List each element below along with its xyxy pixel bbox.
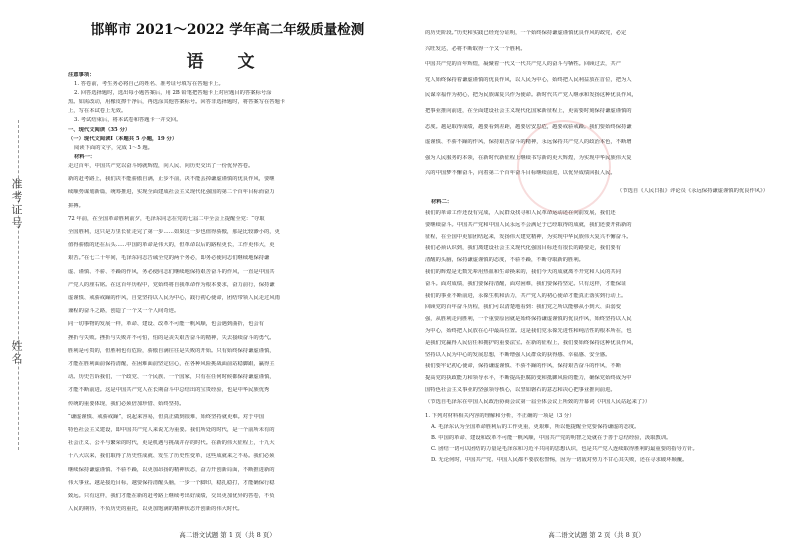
material-2-line: 坚持以人民为中心的发展思想，不断增强人民群众的获得感、幸福感、安全感。 (425, 351, 611, 358)
note-line: 1. 答卷前，考生务必将自己的姓名、准考证号填写在答题卡上。 (74, 81, 224, 87)
question-1-stem: 1. 下列对材料相关内容的理解和分析，不正确的一项是（3 分） (425, 413, 575, 419)
page-2-footer: 高二语文试题 第 2 页（共 8 页） (548, 531, 645, 539)
material-1-line: 72 年前，在全国革命胜利前夕，毛泽东同志在党的七届二中全会上提醒全党：“夺取 (68, 215, 265, 222)
material-1-line: 十八大以来，我们取得了历史性成就、发生了历史性变革，这些成就来之不易。我们必须 (68, 453, 275, 460)
material-1-line: 走过百年，中国共产党以奋斗铸就辉煌，向人民、向历史交出了一份优异答卷。 (68, 163, 254, 169)
question-1-option-c: C. 团结一切可以团结的力量是毛泽东和习近平共同的思想认识，也是共产党人连续取得胜利的最重要的指导方针。 (431, 446, 698, 452)
material-1-line: 虚谨慎、戒骄戒躁的作风，自觉坚持以人民为中心，践行初心使命，团结带领人民走过风雨 (68, 295, 280, 301)
page-1-content (68, 0, 387, 551)
material-1-line: 致远。只有这样，我们才能在新的赶考路上继续考出好成绩，交出更加优异的答卷，不负 (68, 493, 275, 499)
material-1-continued-line: 党人始终保持着谦虚谨慎的优良作风，以人民为中心，始终把人民利益放在首位，把为人 (425, 76, 632, 83)
material-1-line: 挫折与失败。挫折与失败并不可怕，怕的是丧失艰苦奋斗的精神，失去接续奋斗的勇气。 (68, 334, 275, 341)
material-1-continued-line: 态度。越是取得成绩，越要看到差距，越要居安思危，越要戒骄戒躁。我们要始终保持谦 (425, 123, 632, 130)
material-2-line: 奋斗。面对成绩，我们要保持清醒，面对困难，我们要保持坚定。只有这样，才能保证 (425, 280, 627, 287)
subsection-heading: （一）现代文阅读Ⅰ（本题共 5 小题，19 分） (68, 136, 178, 142)
reading-instruction: 阅读下面的文字，完成 1～5 题。 (74, 145, 153, 151)
material-2-line: 是我们党赢得人民信任和拥护的重要法宝。在新的征程上，我们要始终保持这种优良作风， (425, 339, 637, 346)
material-1-line: 伟大事业。越是接近目标，越要保持清醒头脑，一步一个脚印，稳扎稳打，才能确保行稳 (68, 479, 275, 486)
material-1-line: 人民的期待，不负历史的重托，以更加饱满的精神状态开创新的伟大时代。 (68, 506, 243, 513)
material-1-continued-line: 虚谨慎、不骄不躁的作风，保持艰苦奋斗的精神，永远保持共产党人的政治本色，不断增 (425, 139, 632, 146)
binding-line (18, 120, 19, 450)
material-2-line: 我们必须认识到，我们离建设社会主义现代化强国目标还有很长的路要走，我们要有 (425, 245, 621, 252)
material-1-line: 虚、谨慎、不骄、不躁的作风，务必使同志们继续地保持艰苦奋斗的作风，一直是中国共 (68, 268, 275, 275)
note-line: 上，写在本试卷上无效。 (68, 108, 127, 114)
material-2-line: 提高党的执政能力和领导水平，不断提高拒腐防变和抵御风险的能力，确保党始终成为中 (425, 375, 632, 382)
material-1-continued-line: 强为人民服务的本领，在新时代新征程上继续书写新的更大辉煌，为实现中华民族伟大复 (425, 154, 632, 161)
question-1-option-b: B. 中国的革命、建设和改革不可能一帆风顺，中国共产党的明智之处就在于善于总结经验，汲取教训。 (431, 435, 672, 441)
material-1-line: 拼搏。 (68, 202, 84, 209)
note-line: 黑。如需改动，用橡皮擦干净后，再选涂其他答案标号。回答非选择题时，将答案写在答题卡 (68, 99, 286, 105)
page-1-footer: 高二语文试题 第 1 页（共 8 页） (179, 531, 276, 539)
material-1-line: 值得骄傲的还在后头……中国的革命是伟大的，但革命以后的路程更长，工作更伟大，更 (68, 242, 275, 249)
material-1-label: 材料一： (74, 154, 96, 160)
material-1-line: 特色社会主义建设，即中国共产党人来说尤为重要。我们所处的时代，是一个前所未有的 (68, 427, 275, 433)
material-1-line: 兼程的奋斗之路，创造了一个又一个人间奇迹。 (68, 308, 180, 315)
material-1-continued-line: 把事业推向前进，在全面建设社会主义现代化国家新征程上，更需要时刻保持谦虚谨慎的 (425, 108, 632, 114)
material-2-line: 为中心，始终把人民放在心中最高位置。这是我们党永葆先进性和纯洁性的根本所在，也 (425, 328, 632, 334)
note-line: 2. 回答选择题时，选出每小题答案后，用 2B 铅笔把答题卡上对应题目的答案标号涂 (74, 90, 272, 96)
exam-page-2 (397, 0, 794, 551)
material-1-line: 才能在胜利面前保持清醒，在困难面前坚定信心，在各种风险挑战面前站稳脚跟，赢得主 (68, 361, 275, 367)
material-1-continued-line: 兴的中国梦不懈奋斗，向着第二个百年奋斗目标继续前进，以优异成绩回报人民。 (425, 170, 616, 177)
material-2-line: 强，从胜利走向胜利，一个重要原因就是始终保持谦虚谨慎的优良作风，始终坚持以人民 (425, 316, 632, 323)
material-1-continued-line: 中国共产党的百年辉煌，凝聚着一代又一代共产党人的奋斗与牺牲。回顾过去，共产 (425, 61, 621, 68)
material-1-continued-line: 兴旺发达，必将不断取得一个又一个胜利。 (425, 45, 526, 52)
material-1-line: 艰苦。”在七二十年间，毛泽东同志告诫全党的两个务必，即务必使同志们继续地保持谦 (68, 255, 270, 262)
material-1-line: 胜利是可贵的，但胜利也有危险，骄傲自满往往是失败的开始。只有始终保持谦虚谨慎， (68, 347, 275, 354)
question-1-option-d: D. 无论何时，中国共产党、中国人民都不要放松警惕，因为一切敌对势力不甘心其失败，还在寻求破坏颠覆。 (431, 457, 688, 463)
material-2-line: 我们要牢记初心使命，保持谦虚谨慎、不骄不躁的作风，保持艰苦奋斗的作风，不断 (425, 363, 621, 370)
material-1-line: “谦虚谨慎、戒骄戒躁”，说起来容易，但真正做到很难，始终坚持就更难。对于中国 (68, 413, 265, 420)
admission-number-label: 准考证号 (10, 178, 23, 230)
material-1-line: 产党人的座右铭。在这百年历程中，党始终将自我革命作为根本要求，奋力前行，保持谦 (68, 281, 275, 288)
subject-title: 语 文 (186, 52, 269, 72)
exam-title: 邯郸市 2021～2022 学年高二年级质量检测 (90, 22, 365, 38)
material-2-line: 我们的革命工作还没有完成，人民群众找寻和人民革命运动还在向前发展，我们还 (425, 210, 616, 216)
question-1-option-a: A. 毛泽东认为全国革命胜利后的工作更重，更艰难，所以他提醒全党要保持谦虚的态度。 (431, 424, 640, 430)
material-2-line: 要继续奋斗。中国共产党和中国人民永远不会满足于已经取得的成就，我们还要开拓新的 (425, 221, 632, 228)
notes-heading: 注意事项： (68, 72, 95, 78)
material-1-continued-line: 的历史阶段。”历史和实践已经充分证明，一个始终保持谦虚谨慎优良作风的政党，必定 (425, 30, 627, 36)
material-1-line: 新的赶考路上，我们决不能骄傲自满，止步不前，决不能丢掉谦虚谨慎的优良作风，要继 (68, 176, 275, 183)
material-1-line: 继续保持谦虚谨慎、不骄不躁，以更加昂扬的精神状态，奋力开创新局面，不断推进新的 (68, 466, 275, 473)
page-2-content (425, 0, 768, 551)
material-1-line: 社会正义、公平与繁荣的时代，更是机遇与挑战并存的时代。在新的伟大征程上，十九大 (68, 440, 275, 447)
material-2-line: 回顾党的百年奋斗历程，我们可以清楚地看到：我们党之所以能够从小到大、由弱变 (425, 304, 621, 311)
note-line: 3. 考试结束后，将本试卷和答题卡一并交回。 (74, 117, 182, 123)
material-1-line: 才能不断前进。这是中国共产党人在长期奋斗中总结出的宝贵经验，也是中华民族优秀 (68, 387, 270, 394)
material-2-line: 我们的辉煌是无数先辈用热血和生命换来的，我们今天的成就离不开党和人民的共同 (425, 269, 621, 275)
material-1-line: 传统的重要体现，我们必须倍加珍惜、始终坚持。 (68, 400, 185, 407)
material-2-line: 我们的事业不断前进，永葆生机和活力，共产党人的初心使命才能真正落实到行动上。 (425, 292, 627, 299)
material-1-line: 动。历史告诉我们，一个政党、一个民族、一个国家，只有在任何时候都保持谦虚谨慎， (68, 374, 275, 381)
material-1-line: 同一切事物的发展一样，革命、建设、改革不可能一帆风顺，也会遇到曲折，也会有 (68, 321, 264, 328)
material-1-continued-line: 民谋幸福作为初心，把为民族谋复兴作为使命。新时代共产党人继承和发扬这种优良作风， (425, 92, 637, 99)
section-heading: 一、现代文阅读（35 分） (68, 127, 131, 133)
material-2-label: 材料二： (431, 199, 453, 205)
material-2-line: 征程，在全国中更加团结起来，发扬伟大建党精神，为实现中华民族伟大复兴不懈奋斗。 (425, 233, 632, 240)
name-label: 姓名 (10, 340, 23, 366)
material-2-line: 清醒的头脑，保持谦虚谨慎的态度，不骄不躁，不断夺取新的胜利。 (425, 257, 584, 264)
material-2-line: （节选自毛泽东在中国人民政治协商会议第一届全体会议上所致的开幕词《中国人民站起来了》） (425, 398, 651, 405)
material-2-line: 国特色社会主义事业的坚强领导核心，以坚如磐石的意志和决心把事业推向前进。 (425, 387, 616, 393)
material-1-source: （节选自《人民日报》评论员《永远保持谦虚谨慎的优良作风》） (617, 188, 768, 194)
material-1-line: 续顺势谋划新篇，统筹推进，实现全面建成社会主义现代化强国的第二个百年目标而奋力 (68, 189, 275, 196)
material-1-line: 全国胜利，这只是万里长征走完了第一步……如果这一步也值得骄傲，那是比较渺小的，更 (68, 229, 280, 235)
